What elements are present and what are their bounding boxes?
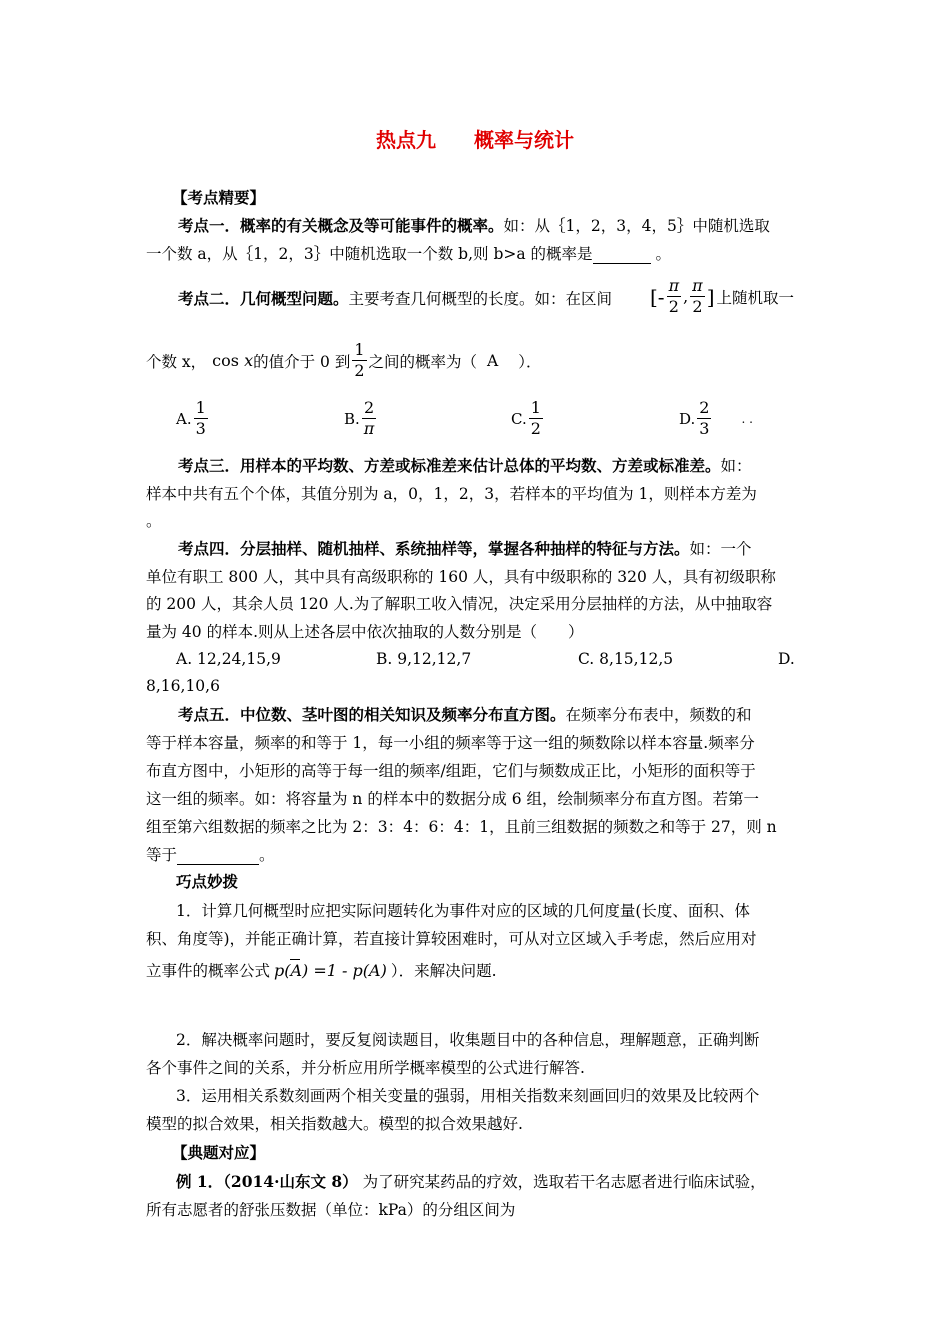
point5-text1: 在频率分布表中，频数的和 xyxy=(565,706,752,724)
point1-line1 xyxy=(178,216,770,236)
point2-heading: 考点二．几何概型问题。 xyxy=(178,289,349,308)
point1-line2 xyxy=(146,244,671,264)
point4-text1: 如：一个 xyxy=(689,540,752,558)
point4-line3: 的 200 人，其余人员 120 人.为了解职工收入情况，决定采用分层抽样的方法，从中抽取容 xyxy=(146,595,773,613)
interval-close: ] xyxy=(706,284,715,309)
point1-text1: 如：从｛1，2，3，4，5｝中随机选取 xyxy=(503,217,770,235)
section-typical-problems: 【典题对应】 xyxy=(172,1143,266,1162)
point4-line1 xyxy=(178,539,752,559)
point5-line4: 这一组的频率。如：将容量为 n 的样本中的数据分成 6 组，绘制频率分布直方图。若第一 xyxy=(146,790,760,808)
tips-heading: 巧点妙拨 xyxy=(176,872,239,891)
interval-expression xyxy=(650,276,794,317)
point2-text2d: ）． xyxy=(518,352,542,371)
point1-heading: 考点一．概率的有关概念及等可能事件的概率。 xyxy=(178,216,504,235)
tip2-line1: 2．解决概率问题时，要反复阅读题目，收集题目中的各种信息，理解题意，正确判断 xyxy=(176,1031,760,1049)
title-right: 概率与统计 xyxy=(474,128,574,152)
tip1-line3: 立事件的概率公式 p(A) =1 - p(A) ）．来解决问题. xyxy=(146,957,497,985)
tip1-line2: 积、角度等)，并能正确计算，若直接计算较困难时，可从对立区域入手考虑，然后应用对 xyxy=(146,930,757,948)
example1-text1: 为了研究某药品的疗效，选取若干名志愿者进行临床试验， xyxy=(362,1173,766,1191)
section-key-points: 【考点精要】 xyxy=(172,188,266,207)
point5-heading: 考点五．中位数、茎叶图的相关知识及频率分布直方图。 xyxy=(178,705,566,724)
title-left: 热点九 xyxy=(376,128,436,152)
point3-line3: 。 xyxy=(146,512,162,530)
point4-option-d: D. xyxy=(778,650,795,668)
point1-end: 。 xyxy=(655,245,671,263)
point2-line2 xyxy=(146,340,542,381)
answer-blank-n xyxy=(177,848,259,865)
point2-text2c: 之间的概率为（ xyxy=(368,352,478,371)
point4-option-c: C. 8,15,12,5 xyxy=(578,650,674,668)
overbar xyxy=(290,959,300,960)
point4-option-a: A. 12,24,15,9 xyxy=(176,650,281,668)
option-b: B. $\frac{2}{\pi}$ xyxy=(344,398,375,438)
point4-line4: 量为 40 的样本.则从上述各层中依次抽取的人数分别是（ ） xyxy=(146,623,584,641)
interval-comma: , xyxy=(683,287,689,306)
frac-neg-pi-2: $\frac{\pi}{2}$ xyxy=(668,276,680,316)
point5-line3: 布直方图中，小矩形的高等于每一组的频率/组距，它们与频数成正比，小矩形的面积等于 xyxy=(146,762,756,780)
point2-text2b: 的值介于 0 到 xyxy=(253,352,351,371)
complement-formula: p(A) =1 - p(A) xyxy=(274,961,387,980)
answer-blank xyxy=(593,247,651,264)
point2-line1 xyxy=(178,288,612,310)
point1-text2: 一个数 a，从｛1，2，3｝中随机选取一个数 b,则 b>a 的概率是 xyxy=(146,245,593,263)
point2-text1: 主要考查几何概型的长度。如：在区间 xyxy=(348,290,613,308)
tip1-line1: 1．计算几何概型时应把实际问题转化为事件对应的区域的几何度量(长度、面积、体 xyxy=(176,902,750,920)
option-a: A. $\frac{1}{3}$ xyxy=(176,398,206,438)
interval-open: [- xyxy=(650,284,665,309)
page-title xyxy=(0,124,950,153)
point4-heading: 考点四．分层抽样、随机抽样、系统抽样等，掌握各种抽样的特征与方法。 xyxy=(178,539,690,558)
point4-option-b: B. 9,12,12,7 xyxy=(376,650,472,668)
cos-expression: cos x xyxy=(212,351,254,370)
point3-heading: 考点三．用样本的平均数、方差或标准差来估计总体的平均数、方差或标准差。 xyxy=(178,456,721,475)
example1-line1 xyxy=(176,1172,766,1192)
stray-dots: . . xyxy=(741,411,753,426)
point5-line1 xyxy=(178,705,752,725)
point2-text2a: 个数 x， xyxy=(146,352,207,371)
point5-line6: 等于 。 xyxy=(146,846,275,864)
point3-line1 xyxy=(178,456,752,476)
example1-line2: 所有志愿者的舒张压数据（单位：kPa）的分组区间为 xyxy=(146,1201,516,1219)
point4-line2: 单位有职工 800 人，其中具有高级职称的 160 人，具有中级职称的 320 人，具有初级职称 xyxy=(146,568,776,586)
point2-answer: A xyxy=(487,351,499,370)
frac-pi-2: $\frac{\pi}{2}$ xyxy=(692,276,703,316)
tip3-line2: 模型的拟合效果，相关指数越大。模型的拟合效果越好. xyxy=(146,1115,523,1133)
point5-line2: 等于样本容量，频率的和等于 1，每一小组的频率等于这一组的频数除以样本容量.频率分 xyxy=(146,734,755,752)
point4-option-d-value: 8,16,10,6 xyxy=(146,677,220,695)
tip2-line2: 各个事件之间的关系，并分析应用所学概率模型的公式进行解答. xyxy=(146,1059,585,1077)
point2-text1-end: 上随机取一 xyxy=(716,288,795,307)
option-d: D. $\frac{2}{3}$ . . xyxy=(679,398,753,438)
point5-line5: 组至第六组数据的频率之比为 2：3：4：6：4：1，且前三组数据的频数之和等于 27，则 n xyxy=(146,818,777,836)
point3-line2: 样本中共有五个个体，其值分别为 a，0，1，2，3，若样本的平均值为 1，则样本方差为 xyxy=(146,485,757,503)
option-c: C. $\frac{1}{2}$ xyxy=(511,398,541,438)
tip3-line1: 3．运用相关系数刻画两个相关变量的强弱，用相关指数来刻画回归的效果及比较两个 xyxy=(176,1087,760,1105)
point3-text1: 如： xyxy=(720,457,752,475)
frac-one-half: $\frac{1}{2}$ xyxy=(354,340,365,380)
example1-heading: 例 1．（2014·山东文 8） xyxy=(176,1172,358,1191)
